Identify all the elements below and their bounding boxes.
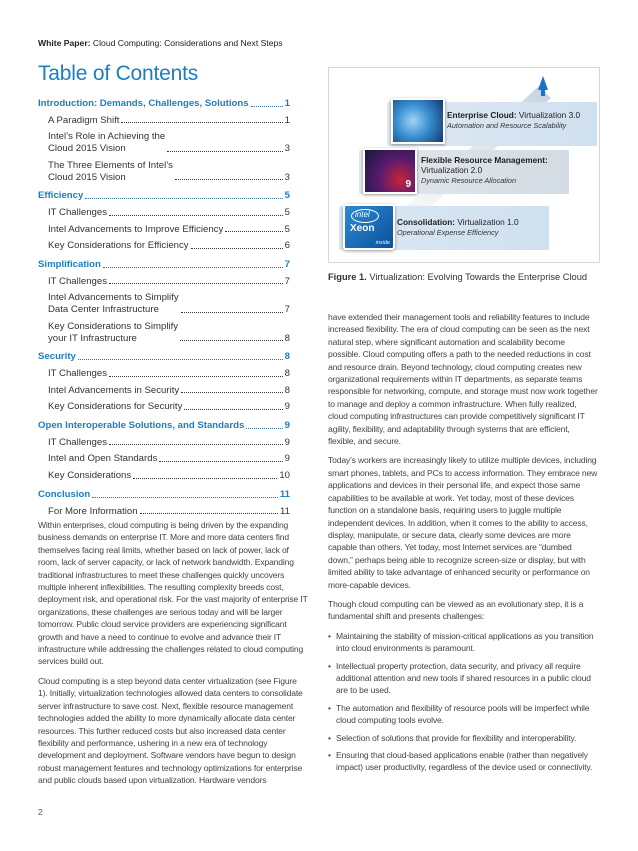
toc-entry-label: A Paradigm Shift: [48, 114, 120, 126]
toc-subsection-link[interactable]: [48, 437, 290, 449]
header-title: Cloud Computing: Considerations and Next Steps: [90, 38, 283, 48]
figure-caption: Figure 1. Virtualization: Evolving Towards the Enterprise Cloud: [328, 272, 588, 282]
toc-entry-label: Intel’s Role in Achieving the Cloud 2015 Vision: [48, 131, 166, 155]
tier-title: Enterprise Cloud: Virtualization 3.0: [447, 110, 581, 120]
body-paragraph: Today’s workers are increasingly likely to utilize multiple devices, including smart phones, tablets, and PCs to access information. They embrace new applications and devices in their personal life, and expect those same capabilities to be available at work. Yet today, most of these devices function on a standalone basis, requiring users to juggle multiple independent devices. In addition, when it comes to the ability to access, display, manipulate, or secure data, clearly some devices are more capable than others. Yet today, most Internet services are “dumbed down,” perhaps being able to recognize screen-size or display, but with limited ability to take advantage of enhanced security or performance on more-capable devices.: [328, 455, 598, 590]
toc-section-link[interactable]: [38, 98, 290, 110]
toc-leader-dots: [175, 179, 283, 180]
toc-entry-label: IT Challenges: [48, 367, 108, 379]
toc-subsection-link[interactable]: [48, 224, 290, 236]
toc-leader-dots: [78, 359, 283, 360]
toc-entry-label: Key Considerations: [48, 470, 132, 482]
toc-entry-label: Intel Advancements to Improve Efficiency: [48, 223, 224, 235]
toc-entry-label: Key Considerations to Simplify your IT Infrastructure: [48, 320, 179, 344]
toc-page-number: 11: [280, 505, 290, 517]
toc-page-number: 1: [284, 98, 290, 109]
toc-page-number: 9: [284, 401, 290, 413]
toc-leader-dots: [92, 497, 278, 498]
tier-title-version: Virtualization 2.0: [421, 165, 483, 175]
toc-page-number: 8: [284, 367, 290, 379]
toc-leader-dots: [181, 392, 282, 393]
toc-section-link[interactable]: [38, 351, 290, 363]
intel-xeon-logo: [343, 204, 395, 250]
toc-leader-dots: [180, 340, 283, 341]
toc-leader-dots: [191, 248, 283, 249]
page-number: 2: [38, 807, 43, 817]
toc-page-number: 9: [284, 420, 290, 432]
toc-subsection-link[interactable]: [48, 453, 290, 465]
toc-title: Table of Contents: [38, 62, 199, 85]
tier-title: Consolidation: Virtualization 1.0: [397, 217, 519, 227]
toc-entry-label: Key Considerations for Security: [48, 401, 183, 413]
toc-leader-dots: [103, 267, 283, 268]
toc-page-number: 5: [284, 206, 290, 218]
arrow-up-icon: [538, 76, 548, 90]
cloud-image: [391, 98, 445, 144]
running-header: [38, 38, 283, 48]
toc-subsection-link[interactable]: [48, 131, 290, 154]
toc-leader-dots: [167, 151, 283, 152]
figure-virtualization-diagram: [328, 67, 600, 263]
toc-subsection-link[interactable]: [48, 160, 290, 183]
list-item: • Selection of solutions that provide for flexibility and interoperability.: [328, 732, 598, 744]
toc-page-number: 8: [284, 351, 290, 363]
toc-page-number: 7: [284, 275, 290, 287]
toc-subsection-link[interactable]: [48, 240, 290, 252]
toc-leader-dots: [246, 428, 282, 429]
body-paragraph: Though cloud computing can be viewed as an evolutionary step, it is a fundamental shift and presents challenges:: [328, 598, 584, 622]
toc-subsection-link[interactable]: [48, 292, 290, 315]
toc-entry-label: Conclusion: [38, 488, 91, 500]
toc-page-number: 1: [284, 114, 290, 126]
toc-entry-label: For More Information: [48, 505, 138, 517]
body-paragraph: have extended their management tools and reliability features to include increased flexibility. The era of cloud computing can be seen as the next natural step, where significant automation and scalability become possible. Cloud computing offers a path to the needed reductions in cost and resource drain. Beyond technology, cloud computing creates new organizational requirements within IT departments, as separate teams responsible for networking, compute, and storage must now work together to manage and deploy a common infrastructure. When fully realized, cloud computing infrastructures can provide competitively significant IT agility, flexibility, and adaptability through systems that are efficient, flexible, and secure.: [328, 312, 598, 447]
tier-subtitle: Automation and Resource Scalability: [447, 121, 567, 130]
toc-page-number: 7: [284, 304, 290, 316]
tier-title: Flexible Resource Management:: [421, 155, 548, 165]
toc-entry-label: IT Challenges: [48, 436, 108, 448]
toc-leader-dots: [109, 215, 283, 216]
toc-subsection-link[interactable]: [48, 470, 290, 482]
toc-page-number: 9: [284, 436, 290, 448]
toc-subsection-link[interactable]: [48, 368, 290, 380]
toc-entry-label: Intel Advancements in Security: [48, 384, 180, 396]
list-item: • Maintaining the stability of mission-critical applications as you transition into cloud environments is paramount.: [328, 630, 598, 655]
toc-page-number: 11: [279, 488, 290, 500]
toc-leader-dots: [109, 283, 283, 284]
header-label: White Paper:: [38, 38, 91, 48]
logo-brand: intel: [355, 210, 370, 219]
body-paragraph: Cloud computing is a step beyond data center virtualization (see Figure 1). Initially, virtualization technologies allowed data centers to consolidate server infrastructure to save cost. Next, flexible resource management technologies added the ability to more dynamically allocate data center resources. This further reduced costs but also increased data center flexibility and performance, ushering in a new era of technology development and deployment. Software vendors have begun to design robust management features and technology optimizations for enterprise and public clouds based upon virtualization. Hardware vendors: [38, 675, 303, 786]
body-paragraph: Within enterprises, cloud computing is being driven by the expanding business demands on enterprise IT. More and more data centers find themselves facing real limits, whether based on lack of power, lack of room, lack of server capacity, or lack of network bandwidth. Expanding traditional infrastructures to meet these challenges quickly uncovers multiple inherent inflexibilities. The resulting complexity breeds cost, deployment risk, and operational risk. For the vast majority of enterprise IT organizations, these challenges are serious today and will be larger tomorrow. Public cloud service providers are experiencing significant growth and have a need to continue to evolve and advance their IT infrastructure while addressing the challenges related to cloud computing services build out.: [38, 520, 308, 667]
toc-page-number: 9: [284, 453, 290, 465]
toc-page-number: 3: [284, 143, 290, 155]
resource-image: [363, 148, 417, 194]
logo-product: Xeon: [350, 223, 375, 234]
toc-page-number: 5: [284, 223, 290, 235]
toc-entry-label: Introduction: Demands, Challenges, Solutions: [38, 98, 249, 109]
toc-leader-dots: [121, 122, 282, 123]
left-column: [38, 519, 308, 794]
toc-page-number: 8: [284, 332, 290, 344]
toc-leader-dots: [184, 409, 282, 410]
toc-page-number: 7: [284, 259, 290, 271]
toc-entry-label: Security: [38, 351, 76, 363]
toc-entry-label: Efficiency: [38, 190, 84, 202]
list-item: • Ensuring that cloud-based applications enable (rather than negatively impact) user productivity, regardless of the device used or connectivity.: [328, 749, 598, 774]
toc-leader-dots: [251, 106, 283, 107]
toc-leader-dots: [159, 461, 282, 462]
toc-entry-label: Open Interoperable Solutions, and Standards: [38, 420, 245, 432]
toc-page-number: 5: [284, 190, 290, 202]
toc-subsection-link[interactable]: [48, 276, 290, 288]
tier-subtitle: Dynamic Resource Allocation: [421, 176, 517, 185]
toc-entry-label: Key Considerations for Efficiency: [48, 240, 189, 252]
toc-leader-dots: [133, 478, 277, 479]
toc-leader-dots: [181, 312, 283, 313]
toc-section-link[interactable]: [38, 259, 290, 271]
list-item: • Intellectual property protection, data security, and privacy all require additional attention and new tools if shared resources in a public cloud are to be used.: [328, 660, 598, 697]
toc-leader-dots: [225, 231, 282, 232]
toc-section-link[interactable]: [38, 190, 290, 202]
toc-leader-dots: [85, 198, 282, 199]
toc-subsection-link[interactable]: [48, 207, 290, 219]
toc-subsection-link[interactable]: [48, 385, 290, 397]
toc-subsection-link[interactable]: [48, 115, 290, 127]
toc-subsection-link[interactable]: [48, 401, 290, 413]
toc-page-number: 3: [284, 171, 290, 183]
toc-page-number: 10: [279, 470, 290, 482]
toc-page-number: 8: [284, 384, 290, 396]
arrow-shaft: [541, 90, 545, 96]
challenges-list: [328, 630, 598, 774]
toc-section-link[interactable]: [38, 489, 290, 501]
toc-subsection-link[interactable]: [48, 321, 290, 344]
toc-leader-dots: [109, 376, 283, 377]
toc-section-link[interactable]: [38, 420, 290, 432]
toc-leader-dots: [109, 444, 283, 445]
table-of-contents: [38, 98, 290, 517]
logo-tag: inside: [375, 240, 390, 246]
right-column: [328, 311, 598, 779]
toc-entry-label: The Three Elements of Intel’s Cloud 2015 Vision: [48, 159, 173, 183]
toc-subsection-link[interactable]: [48, 506, 290, 518]
tile-number: 9: [405, 179, 411, 190]
toc-entry-label: IT Challenges: [48, 206, 108, 218]
toc-leader-dots: [140, 513, 278, 514]
toc-entry-label: Intel and Open Standards: [48, 453, 158, 465]
toc-entry-label: Simplification: [38, 259, 101, 271]
toc-entry-label: IT Challenges: [48, 275, 108, 287]
toc-page-number: 6: [284, 240, 290, 252]
list-item: • The automation and flexibility of resource pools will be imperfect while cloud computing tools evolve.: [328, 702, 598, 727]
tier-subtitle: Operational Expense Efficiency: [397, 228, 499, 237]
toc-entry-label: Intel Advancements to Simplify Data Center Infrastructure: [48, 292, 179, 316]
